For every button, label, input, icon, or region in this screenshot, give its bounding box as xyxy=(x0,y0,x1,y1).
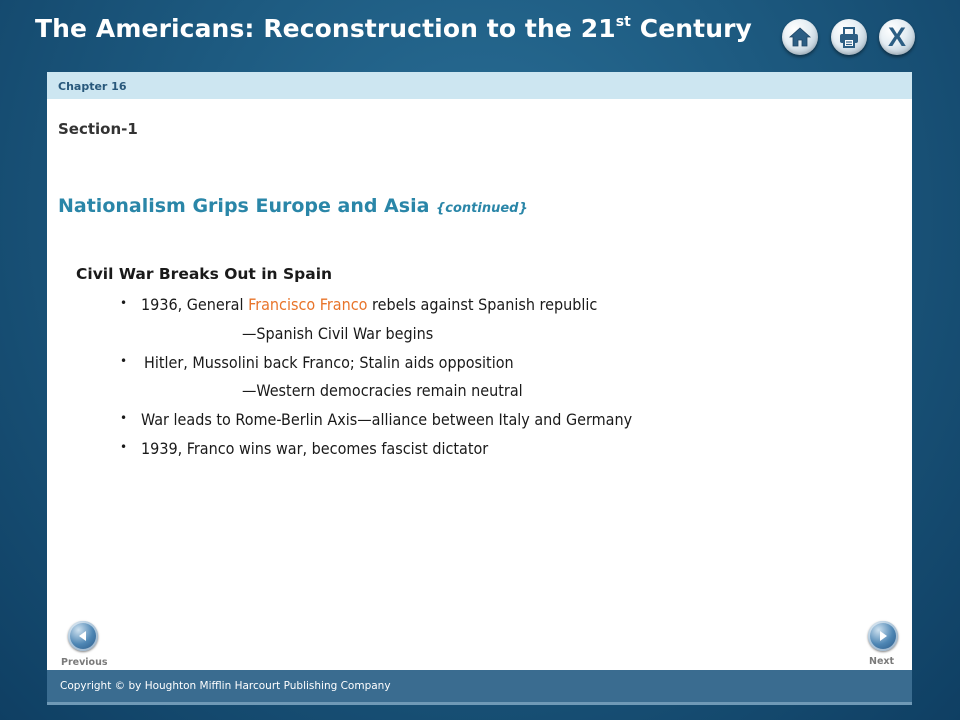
bullet-marker: • xyxy=(120,354,128,368)
home-icon xyxy=(788,26,812,48)
print-button[interactable] xyxy=(831,19,867,55)
close-button[interactable] xyxy=(879,19,915,55)
next-button[interactable] xyxy=(868,621,898,651)
bullet-item: Hitler, Mussolini back Franco; Stalin aids opposition xyxy=(144,353,514,372)
bullet-text: rebels against Spanish republic xyxy=(367,295,598,314)
slide-title xyxy=(58,195,528,217)
next-label[interactable]: Next xyxy=(869,656,895,667)
bullet-marker: • xyxy=(120,411,128,425)
highlighted-name: Francisco Franco xyxy=(248,295,368,314)
home-button[interactable] xyxy=(782,19,818,55)
app-title-end: Century xyxy=(630,14,752,43)
bullet-item: War leads to Rome-Berlin Axis—alliance between Italy and Germany xyxy=(141,410,633,429)
bullet-text: 1936, General xyxy=(141,295,249,314)
sub-point: —Spanish Civil War begins xyxy=(242,324,434,343)
right-arrow-icon xyxy=(876,629,890,643)
left-arrow-icon xyxy=(76,629,90,643)
footer-bar xyxy=(47,670,912,705)
app-title xyxy=(35,14,752,43)
app-title-superscript: st xyxy=(615,13,631,30)
previous-button[interactable] xyxy=(68,621,98,651)
sub-point: —Western democracies remain neutral xyxy=(242,381,523,400)
close-icon: X xyxy=(887,21,906,52)
print-icon xyxy=(837,25,861,49)
content-panel xyxy=(47,72,912,670)
slide-title-text: Nationalism Grips Europe and Asia xyxy=(58,195,437,217)
slide-title-continued: {continued} xyxy=(436,201,528,216)
previous-label[interactable]: Previous xyxy=(61,657,108,668)
chapter-bar xyxy=(47,72,912,99)
bullet-marker: • xyxy=(120,440,128,454)
subheading: Civil War Breaks Out in Spain xyxy=(76,265,333,283)
bullet-item xyxy=(141,295,597,314)
section-label: Section-1 xyxy=(58,120,138,138)
bullet-item: 1939, Franco wins war, becomes fascist dictator xyxy=(141,439,489,458)
app-title-main: The Americans: Reconstruction to the 21 xyxy=(35,14,616,43)
copyright-text: Copyright © by Houghton Mifflin Harcourt Publishing Company xyxy=(60,680,391,692)
chapter-label: Chapter 16 xyxy=(58,80,127,93)
bullet-marker: • xyxy=(120,296,128,310)
